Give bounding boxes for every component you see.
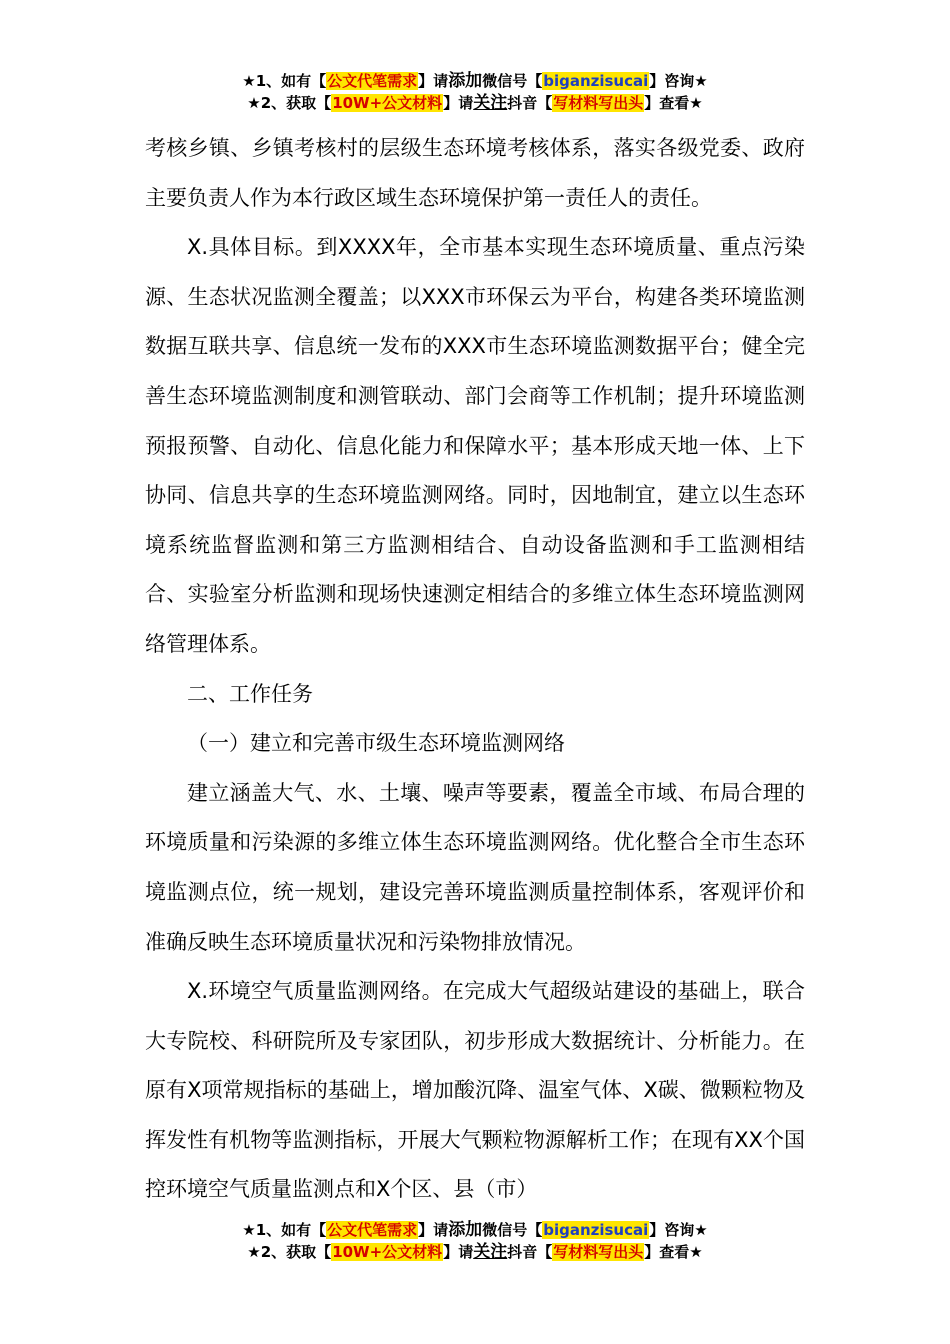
paragraph: X.具体目标。到XXXX年，全市基本实现生态环境质量、重点污染源、生态状况监测全覆盖；以XXX市环保云为平台，构建各类环境监测数据互联共享、信息统一发布的XXX市生态环境监测数据平台；健全完善生态环境监测制度和测管联动、部门会商等工作机制；提升环境监测预报预警、自动化、信息化能力和保障水平；基本形成天地一体、上下协同、信息共享的生态环境监测网络。同时，因地制宜，建立以生态环境系统监督监测和第三方监测相结合、自动设备监测和手工监测相结合、实验室分析监测和现场快速测定相结合的多维立体生态环境监测网络管理体系。: [145, 235, 805, 656]
promo-text: ★2、获取【: [247, 1243, 332, 1261]
promo-highlight: 公文代笔需求: [327, 72, 418, 90]
promo-text: 】咨询★: [649, 1221, 708, 1239]
promo-text: 抖音【: [507, 94, 553, 112]
promo-text: 抖音【: [507, 1243, 553, 1261]
promo-emphasis: 关注: [473, 1242, 508, 1262]
promo-highlight: 10W+公文材料: [332, 1243, 443, 1261]
promo-douyin-id: 写材料写出头: [553, 94, 644, 112]
promo-line-2: [0, 1241, 950, 1263]
document-body: [145, 124, 805, 1215]
promo-line-1: [0, 70, 950, 92]
promo-text: ★2、获取【: [247, 94, 332, 112]
paragraph: X.环境空气质量监测网络。在完成大气超级站建设的基础上，联合大专院校、科研院所及专家团队，初步形成大数据统计、分析能力。在原有X项常规指标的基础上，增加酸沉降、温室气体、X碳、微颗粒物及挥发性有机物等监测指标，开展大气颗粒物源解析工作；在现有XX个国控环境空气质量监测点和X个区、县（市）: [145, 979, 805, 1202]
promo-line-1: [0, 1219, 950, 1241]
promo-banner-bottom: [0, 1219, 950, 1263]
section-heading: 二、工作任务: [187, 681, 313, 706]
promo-text: 】查看★: [644, 94, 703, 112]
promo-text: 】请: [418, 1221, 449, 1239]
promo-emphasis: 添加: [448, 1220, 483, 1240]
promo-douyin-id: 写材料写出头: [553, 1243, 644, 1261]
promo-text: 】咨询★: [649, 72, 708, 90]
promo-emphasis: 添加: [448, 71, 483, 91]
promo-text: 】请: [443, 1243, 474, 1261]
promo-wechat-id: biganzisucai: [543, 72, 649, 90]
subsection-heading: （一）建立和完善市级生态环境监测网络: [187, 731, 565, 756]
promo-banner-top: [0, 70, 950, 114]
paragraph: 建立涵盖大气、水、土壤、噪声等要素，覆盖全市域、布局合理的环境质量和污染源的多维立体生态环境监测网络。优化整合全市生态环境监测点位，统一规划，建设完善环境监测质量控制体系，客观评价和准确反映生态环境质量状况和污染物排放情况。: [145, 780, 805, 954]
promo-text: ★1、如有【: [242, 1221, 327, 1239]
promo-highlight: 公文代笔需求: [327, 1221, 418, 1239]
promo-line-2: [0, 92, 950, 114]
promo-text: 】查看★: [644, 1243, 703, 1261]
promo-highlight: 10W+公文材料: [332, 94, 443, 112]
promo-text: 】请: [443, 94, 474, 112]
promo-wechat-id: biganzisucai: [543, 1221, 649, 1239]
promo-text: 微信号【: [482, 1221, 543, 1239]
promo-emphasis: 关注: [473, 93, 508, 113]
promo-text: ★1、如有【: [242, 72, 327, 90]
paragraph: 考核乡镇、乡镇考核村的层级生态环境考核体系，落实各级党委、政府主要负责人作为本行政区域生态环境保护第一责任人的责任。: [145, 136, 805, 210]
promo-text: 】请: [418, 72, 449, 90]
promo-text: 微信号【: [482, 72, 543, 90]
